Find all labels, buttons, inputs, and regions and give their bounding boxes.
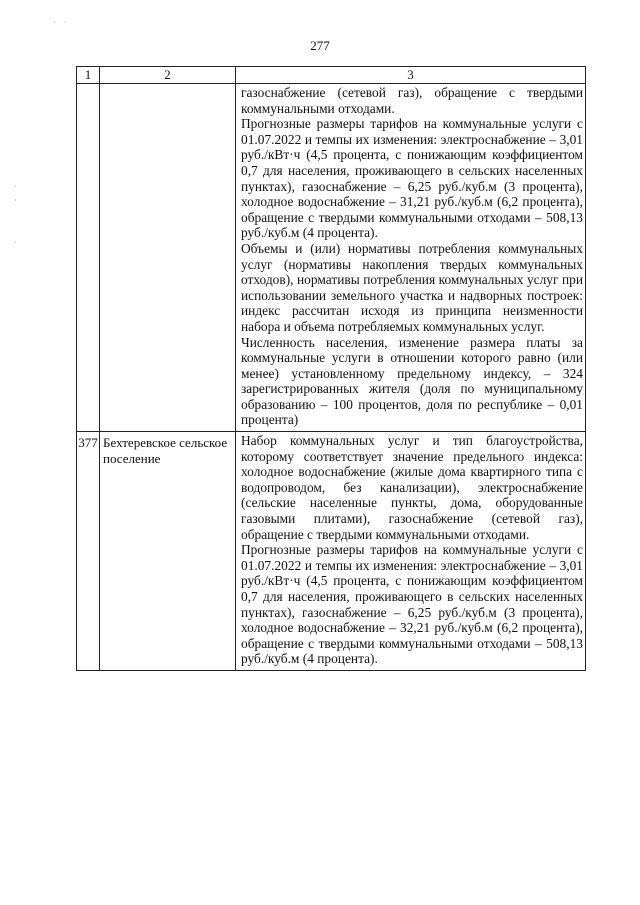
data-table [76, 66, 586, 671]
description-cell [236, 432, 586, 671]
paragraph: Численность населения, изменение размера платы за коммунальные услуги в отношении которого равно (или менее) установленному предельному индексу, – 324 зарегистрированных жителя (доля по муниципальному образованию – 100 процентов, доля по республике – 0,01 процента) [241, 334, 583, 428]
paragraph: Объемы и (или) нормативы потребления коммунальных услуг (нормативы накопления твердых коммунальных отходов), нормативы потребления коммунальных услуг при использовании земельного участка и надворных построек: индекс рассчитан исходя из принципа неизменности набора и объема потребляемых коммунальных услуг. [241, 240, 583, 334]
paragraph: газоснабжение (сетевой газ), обращение с твердыми коммунальными отходами. [241, 85, 583, 116]
paragraph: Прогнозные размеры тарифов на коммунальные услуги с 01.07.2022 и темпы их изменения: электроснабжение – 3,01 руб./кВт·ч (4,5 процента, с понижающим коэффициентом 0,7 для населения, проживающего в сельских населенных пунктах), газоснабжение – 6,25 руб./куб.м (3 процента), холодное водоснабжение – 32,21 руб./куб.м (6,2 процента), обращение с твердыми коммунальными отходами – 508,13 руб./куб.м (4 процента). [241, 542, 583, 667]
margin-mark: · [14, 238, 17, 247]
row-number: 377 [77, 432, 100, 671]
row-number [77, 84, 100, 432]
table-row [77, 432, 586, 671]
description-cell [236, 84, 586, 432]
header-col-3: 3 [236, 67, 586, 84]
header-col-2: 2 [100, 67, 236, 84]
header-col-1: 1 [77, 67, 100, 84]
page-number: 277 [310, 38, 330, 53]
margin-mark: · [14, 182, 17, 191]
settlement-name: Бехтеревское сельское поселение [100, 432, 236, 671]
corner-marks: · · [53, 18, 70, 27]
paragraph: Прогнозные размеры тарифов на коммунальные услуги с 01.07.2022 и темпы их изменения: электроснабжение – 3,01 руб./кВт·ч (4,5 процента, с понижающим коэффициентом 0,7 для населения, проживающего в сельских населенных пунктах), газоснабжение – 6,25 руб./куб.м (3 процента), холодное водоснабжение – 31,21 руб./куб.м (6,2 процента), обращение с твердыми коммунальными отходами – 508,13 руб./куб.м (4 процента). [241, 116, 583, 241]
margin-mark: · [14, 196, 17, 205]
settlement-name [100, 84, 236, 432]
paragraph: Набор коммунальных услуг и тип благоустройства, которому соответствует значение предельного индекса: холодное водоснабжение (жилые дома квартирного типа с водопроводом, без канализации), электроснабжение (сельские населенные пункты, дома, оборудованные газовыми плитами), газоснабжение (сетевой газ), обращение с твердыми коммунальными отходами. [241, 433, 583, 542]
table-row [77, 84, 586, 432]
table-header-row [77, 67, 586, 84]
